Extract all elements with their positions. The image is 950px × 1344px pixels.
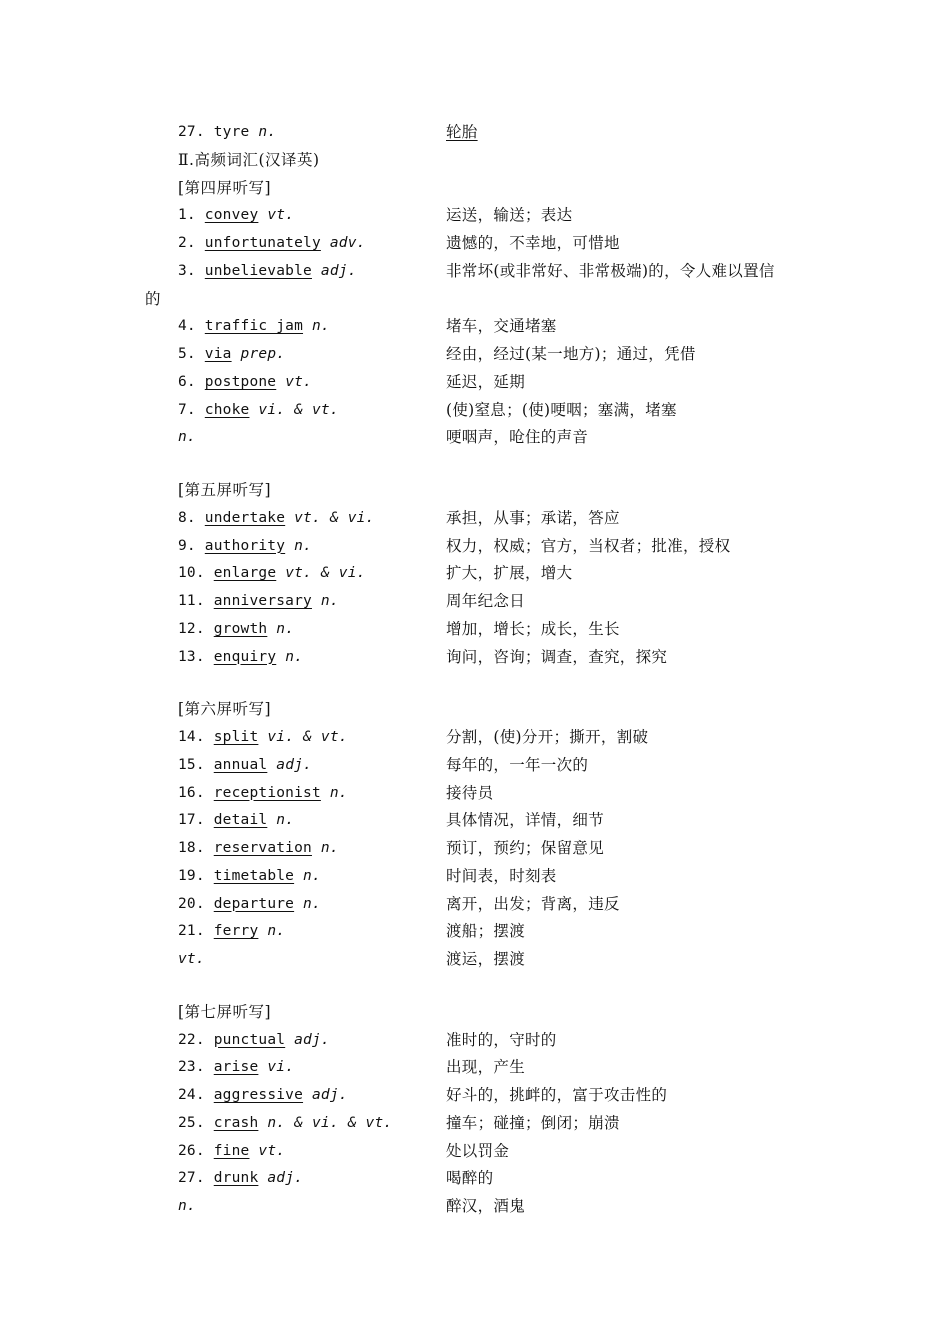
part-of-speech: vi. & vt. (267, 729, 348, 745)
item-number: 18. (178, 840, 214, 856)
part-of-speech: adj. (267, 1170, 304, 1187)
chinese-meaning: 具体情况，详情，细节 (446, 811, 605, 830)
chinese-meaning: 遗憾的，不幸地，可惜地 (446, 234, 620, 252)
chinese-meaning: 运送，输送；表达 (446, 206, 573, 225)
heading-text: [第四屏听写] (178, 178, 272, 197)
english-term (178, 724, 348, 751)
part-of-speech: vt. (178, 951, 205, 967)
item-number: 27. (178, 1170, 214, 1187)
vocab-word: enquiry (213, 648, 277, 665)
vocab-row (0, 588, 950, 615)
item-number: 7. (178, 401, 205, 418)
english-term (178, 230, 366, 257)
vocab-word: tyre (213, 124, 250, 140)
section-heading (0, 175, 950, 202)
english-term (178, 807, 294, 834)
item-number: 26. (178, 1142, 214, 1159)
english-term (178, 397, 339, 424)
section-heading (0, 999, 950, 1026)
chinese-meaning: 权力，权威；官方，当权者；批准，授权 (446, 536, 731, 555)
english-term (178, 369, 312, 396)
english-term (178, 1027, 330, 1054)
part-of-speech: vt. & vi. (285, 565, 366, 582)
chinese-meaning: 好斗的，挑衅的，富于攻击性的 (446, 1086, 668, 1104)
english-term (178, 1110, 392, 1137)
part-of-speech: vt. & vi. (294, 509, 375, 526)
item-number: 27. (178, 124, 214, 140)
part-of-speech: vi. & vt. (258, 401, 339, 418)
vocab-word: aggressive (213, 1087, 304, 1103)
vocab-row (0, 505, 950, 532)
part-of-speech: adj. (320, 262, 357, 279)
english-term (178, 588, 339, 615)
vocab-word: unbelievable (204, 262, 312, 279)
vocab-row (0, 230, 950, 257)
part-of-speech: n. (276, 812, 295, 829)
vocab-row (0, 863, 950, 890)
part-of-speech: adj. (276, 756, 312, 773)
chinese-meaning: 经由，经过(某一地方)；通过，凭借 (446, 345, 696, 363)
vocab-word: convey (204, 207, 259, 224)
chinese-meaning: 渡运，摆渡 (446, 950, 526, 968)
item-number: 6. (178, 373, 205, 390)
part-of-speech: n. (311, 318, 330, 335)
english-term (178, 780, 348, 807)
part-of-speech: vt. (267, 207, 295, 224)
chinese-meaning: 延迟，延期 (446, 372, 526, 391)
item-number: 8. (178, 509, 205, 526)
chinese-meaning: 时间表，时刻表 (446, 866, 557, 885)
english-term (178, 258, 357, 285)
part-of-speech: n. (267, 923, 286, 940)
english-term (178, 1138, 285, 1165)
english-term (178, 863, 321, 890)
chinese-meaning: 离开，出发；背离，违反 (446, 894, 620, 913)
part-of-speech: vt. (285, 373, 312, 390)
english-term (178, 202, 294, 229)
english-term (178, 616, 294, 643)
item-number: 2. (178, 235, 205, 251)
english-term (178, 560, 366, 587)
vocab-row (0, 724, 950, 751)
vocab-word: traffic jam (204, 318, 304, 335)
part-of-speech: n. (303, 895, 321, 912)
part-of-speech: n. (294, 537, 312, 554)
part-of-speech: n. (320, 840, 339, 856)
vocab-row (0, 1138, 950, 1165)
vocab-row (0, 835, 950, 862)
chinese-meaning: 扩大，扩展，增大 (446, 564, 573, 583)
vocab-word: via (204, 346, 232, 362)
vocab-word: fine (213, 1142, 250, 1159)
vocab-word: authority (204, 537, 286, 554)
vocab-word: split (213, 729, 259, 745)
item-number: 19. (178, 867, 214, 884)
chinese-meaning: 处以罚金 (446, 1141, 510, 1160)
heading-text: [第七屏听写] (178, 1002, 272, 1021)
part-of-speech: n. (178, 1198, 196, 1214)
chinese-meaning: 承担，从事；承诺，答应 (446, 508, 620, 527)
item-number: 14. (178, 729, 214, 745)
english-term (178, 533, 312, 560)
english-term (178, 891, 321, 918)
vocab-word: receptionist (213, 784, 321, 801)
vocab-word: postpone (204, 373, 277, 390)
chinese-meaning: 周年纪念日 (446, 592, 526, 610)
vocab-row (0, 807, 950, 834)
vocab-word: undertake (204, 509, 286, 526)
part-of-speech: n. (258, 124, 277, 140)
part-of-speech: n. (276, 620, 295, 637)
vocab-row (0, 533, 950, 560)
vocab-row (0, 616, 950, 643)
vocab-row (0, 341, 950, 368)
vocab-word: crash (213, 1114, 259, 1131)
english-term (178, 644, 303, 671)
vocab-row (0, 1082, 950, 1109)
vocab-word: anniversary (213, 593, 312, 609)
vocab-row (0, 424, 950, 451)
vocab-word: growth (213, 620, 268, 637)
chinese-meaning: 询问，咨询；调查，查究，探究 (446, 647, 668, 666)
english-term (178, 424, 196, 451)
item-number: 25. (178, 1114, 214, 1131)
part-of-speech: vi. (267, 1059, 295, 1076)
item-number: 21. (178, 923, 214, 940)
english-term (178, 341, 285, 368)
section-heading (0, 696, 950, 723)
vocab-word: departure (213, 895, 295, 912)
part-of-speech: n. (329, 784, 348, 801)
vocab-row (0, 397, 950, 424)
english-term (178, 1165, 303, 1192)
item-number: 9. (178, 537, 205, 554)
part-of-speech: prep. (240, 346, 286, 362)
part-of-speech: n. (285, 648, 304, 665)
vocab-word: punctual (213, 1031, 286, 1048)
vocab-row (0, 1027, 950, 1054)
english-term (178, 918, 285, 945)
vocab-row (0, 119, 950, 146)
part-of-speech: n. (178, 429, 196, 446)
vocab-word: timetable (213, 867, 295, 884)
chinese-meaning: 轮胎 (446, 123, 478, 141)
vocab-row (0, 202, 950, 229)
vocab-row (0, 1110, 950, 1137)
heading-text: [第六屏听写] (178, 700, 272, 719)
vocab-row (0, 946, 950, 973)
chinese-meaning: 接待员 (446, 783, 494, 802)
part-of-speech: adv. (329, 235, 366, 251)
item-number: 13. (178, 648, 214, 665)
item-number: 23. (178, 1059, 214, 1076)
chinese-meaning: 分割，(使)分开；撕开，割破 (446, 728, 649, 746)
chinese-meaning: 增加，增长；成长，生长 (446, 619, 620, 638)
vocab-row (0, 752, 950, 779)
vocab-word: drunk (213, 1170, 259, 1187)
vocab-word: arise (213, 1059, 259, 1076)
part-of-speech: n. & vi. & vt. (267, 1114, 393, 1131)
heading-text: [第五屏听写] (178, 481, 272, 499)
heading-text: Ⅱ.高频词汇(汉译英) (178, 150, 320, 169)
vocab-row (0, 891, 950, 918)
english-term (178, 119, 276, 146)
item-number: 4. (178, 318, 205, 335)
part-of-speech: vt. (258, 1142, 286, 1159)
chinese-meaning: 堵车，交通堵塞 (446, 317, 557, 336)
english-term (178, 1082, 348, 1109)
item-number: 1. (178, 207, 205, 224)
item-number: 24. (178, 1087, 214, 1103)
vocab-word: enlarge (213, 565, 277, 582)
item-number: 5. (178, 346, 205, 362)
vocab-row (0, 313, 950, 340)
vocab-word: detail (213, 812, 268, 829)
english-term (178, 835, 339, 862)
vocab-row (0, 258, 950, 285)
vocab-row (0, 780, 950, 807)
chinese-meaning: 撞车；碰撞；倒闭；崩溃 (446, 1113, 620, 1132)
vocab-word: unfortunately (204, 235, 321, 251)
section-heading (0, 147, 950, 174)
item-number: 15. (178, 756, 214, 773)
vocab-row (0, 560, 950, 587)
vocab-row (0, 369, 950, 396)
chinese-meaning: 预订，预约；保留意见 (446, 839, 605, 857)
section-heading (0, 477, 950, 504)
chinese-meaning: 哽咽声，呛住的声音 (446, 428, 589, 447)
chinese-meaning: 非常坏(或非常好、非常极端)的，令人难以置信 (446, 261, 775, 280)
vocab-word: reservation (213, 840, 312, 856)
item-number: 10. (178, 565, 214, 582)
chinese-meaning: 出现，产生 (446, 1058, 526, 1077)
vocab-row (0, 1193, 950, 1220)
english-term (178, 1054, 294, 1081)
part-of-speech: adj. (311, 1087, 348, 1103)
vocab-word: ferry (213, 923, 259, 940)
english-term (178, 1193, 196, 1220)
chinese-meaning: 喝醉的 (446, 1169, 494, 1188)
chinese-meaning: 每年的，一年一次的 (446, 755, 589, 774)
chinese-meaning: 渡船；摆渡 (446, 922, 526, 941)
english-term (178, 752, 312, 779)
chinese-meaning: 醉汉，酒鬼 (446, 1197, 526, 1215)
vocab-row (0, 644, 950, 671)
wrapped-line (0, 286, 950, 313)
item-number: 22. (178, 1031, 214, 1048)
part-of-speech: n. (303, 867, 321, 884)
english-term (178, 313, 330, 340)
item-number: 16. (178, 784, 214, 801)
item-number: 20. (178, 895, 214, 912)
item-number: 3. (178, 262, 205, 279)
english-term (178, 505, 374, 532)
chinese-meaning: 准时的，守时的 (446, 1030, 557, 1049)
item-number: 12. (178, 620, 214, 637)
vocab-row (0, 1054, 950, 1081)
vocab-row (0, 1165, 950, 1192)
part-of-speech: n. (320, 593, 339, 609)
vocab-word: annual (213, 756, 268, 773)
item-number: 11. (178, 593, 214, 609)
part-of-speech: adj. (294, 1031, 330, 1048)
item-number: 17. (178, 812, 214, 829)
meaning-continuation: 的 (145, 289, 161, 308)
english-term (178, 946, 205, 973)
vocab-word: choke (204, 401, 250, 418)
chinese-meaning: (使)窒息；(使)哽咽；塞满，堵塞 (446, 400, 677, 419)
vocab-row (0, 918, 950, 945)
